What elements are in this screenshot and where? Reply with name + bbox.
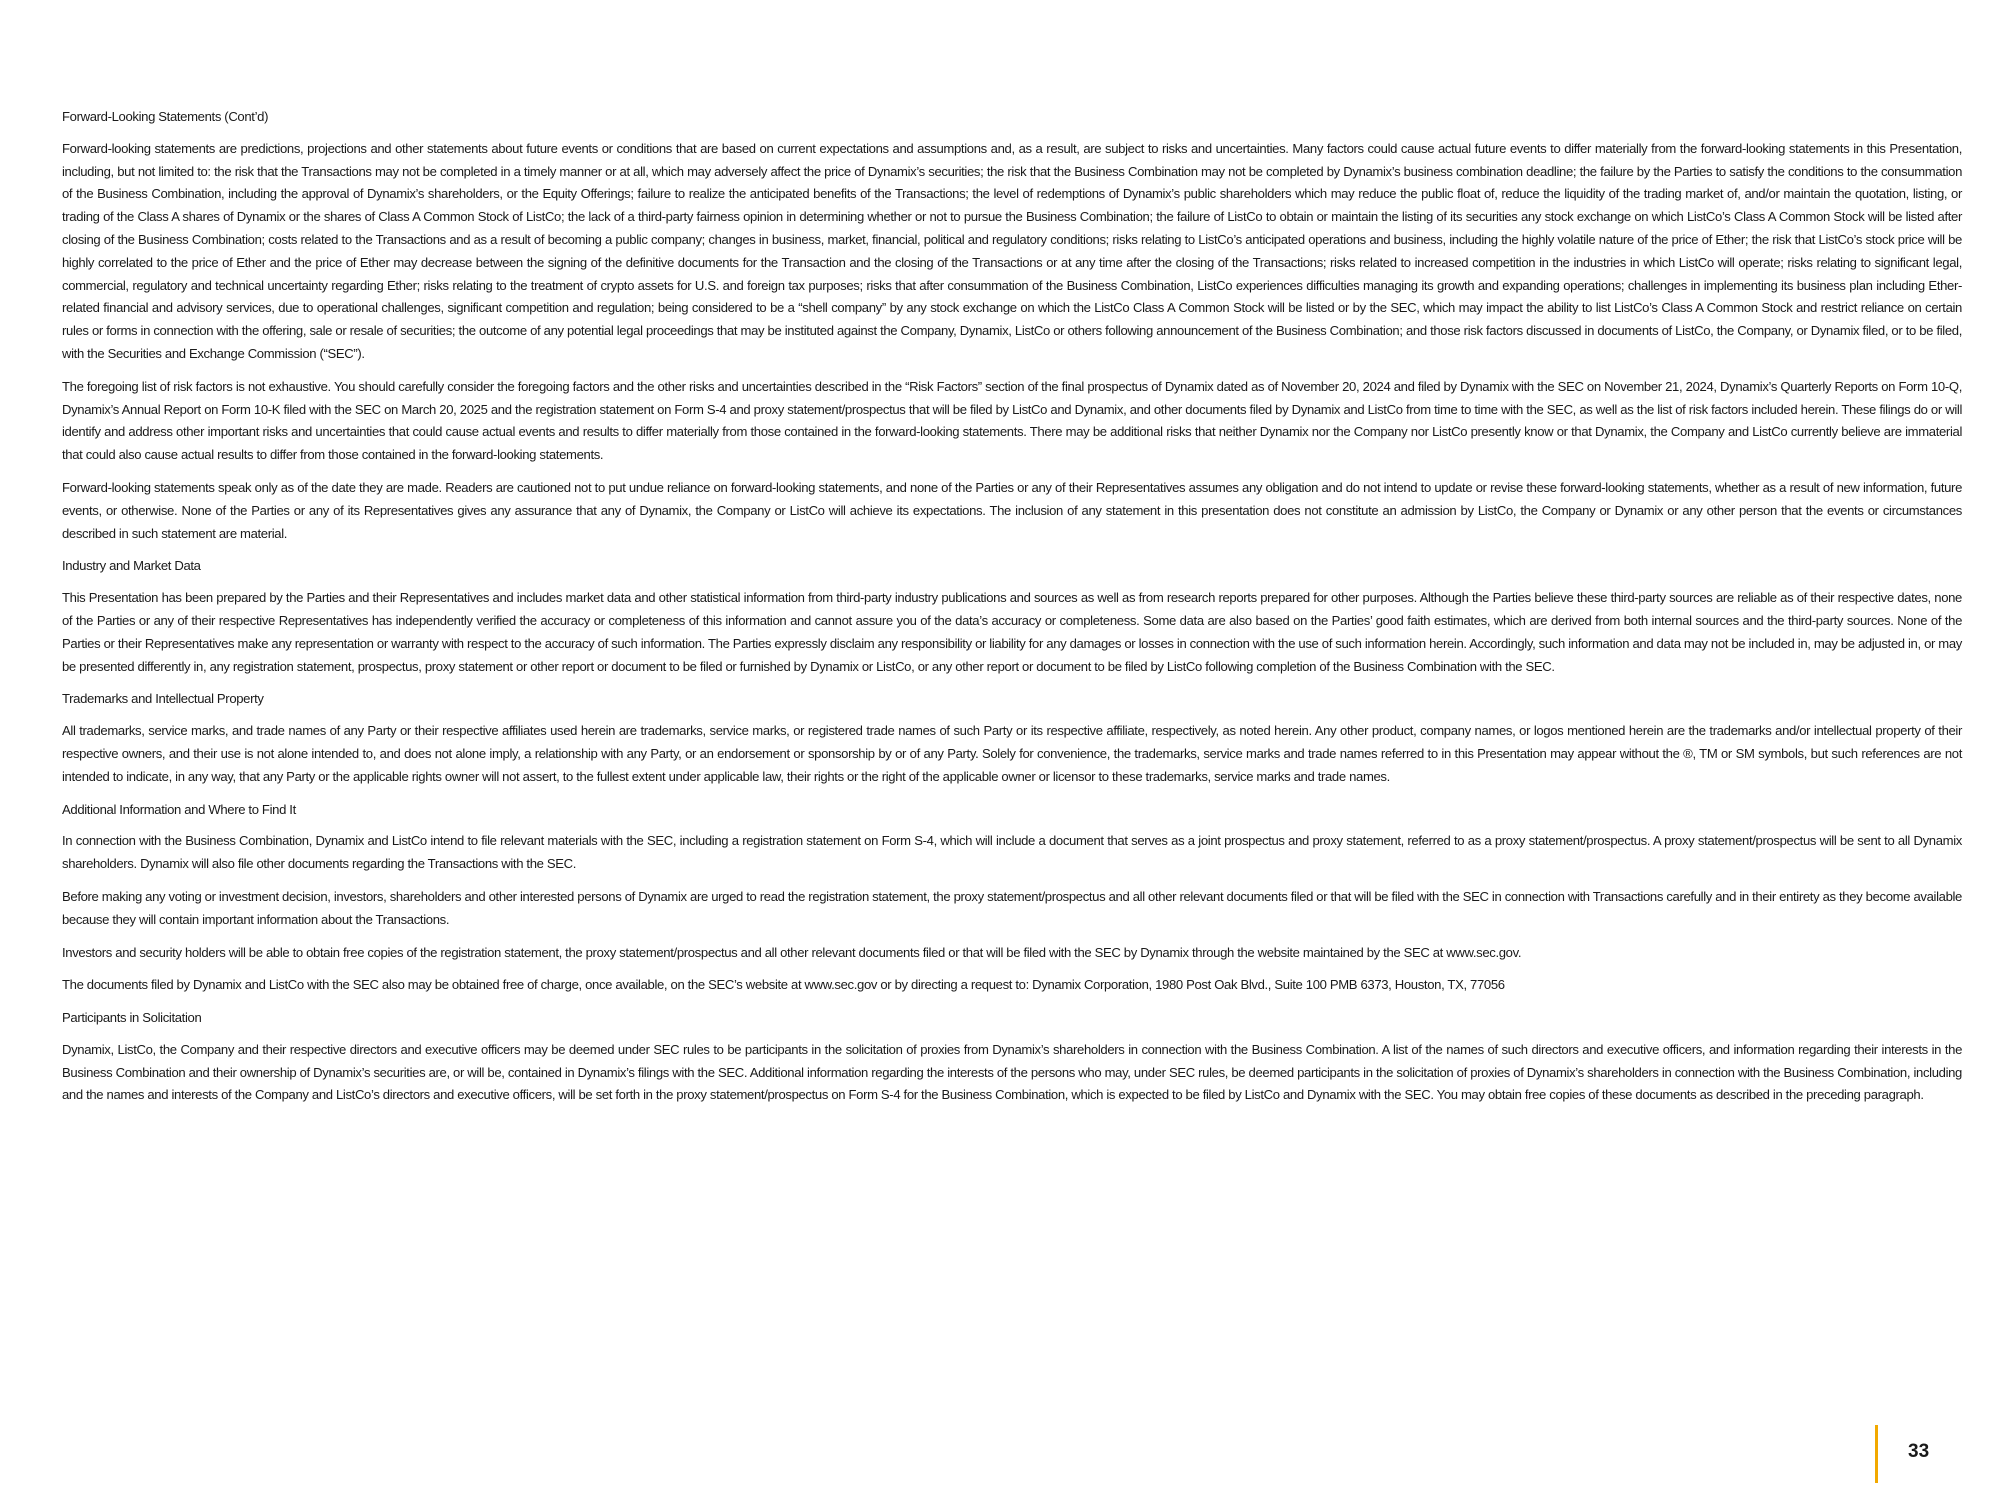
paragraph-additional-information-4: The documents filed by Dynamix and ListCo with the SEC also may be obtained free of charge, once available, on the SEC’s website at www.sec.gov or by directing a request to: Dynamix Corporation, 1980 Post Oak Blvd., Suite 100 PMB 6373, Houston, TX, 77056 (62, 977, 1505, 993)
paragraph-forward-looking-1: Forward-looking statements are predictions, projections and other statements about future events or conditions that are based on current expectations and assumptions and, as a result, are subject to risks and uncertainties. Many factors could cause actual future events to differ materially from the forward-looking statements in this Presentation, including, but not limited to: the risk that the Transactions may not be completed in a timely manner or at all, which may adversely affect the price of Dynamix’s securities; the risk that the Business Combination may not be completed by Dynamix’s business combination deadline; the failure by the Parties to satisfy the conditions to the consummation of the Business Combination, including the approval of Dynamix’s shareholders, or the Equity Offerings; failure to realize the anticipated benefits of the Transactions; the level of redemptions of Dynamix’s public shareholders which may reduce the public float of, reduce the liquidity of the trading market of, and/or maintain the quotation, listing, or trading of the Class A shares of Dynamix or the shares of Class A Common Stock of ListCo; the lack of a third-party fairness opinion in determining whether or not to pursue the Business Combination; the failure of ListCo to obtain or maintain the listing of its securities any stock exchange on which ListCo’s Class A Common Stock will be listed after closing of the Business Combination; costs related to the Transactions and as a result of becoming a public company; changes in business, market, financial, political and regulatory conditions; risks relating to ListCo’s anticipated operations and business, including the highly volatile nature of the price of Ether; the risk that ListCo’s stock price will be highly correlated to the price of Ether and the price of Ether may decrease between the signing of the definitive documents for the Transaction and the closing of the Transactions or at any time after the closing of the Transactions; risks related to increased competition in the industries in which ListCo will operate; risks relating to significant legal, commercial, regulatory and technical uncertainty regarding Ether; risks relating to the treatment of crypto assets for U.S. and foreign tax purposes; risks that after consummation of the Business Combination, ListCo experiences difficulties managing its growth and expanding operations; challenges in implementing its business plan including Ether-related financial and advisory services, due to operational challenges, significant competition and regulation; being considered to be a “shell company” by any stock exchange on which the ListCo Class A Common Stock will be listed or by the SEC, which may impact the ability to list ListCo’s Class A Common Stock and restrict reliance on certain rules or forms in connection with the offering, sale or resale of securities; the outcome of any potential legal proceedings that may be instituted against the Company, Dynamix, ListCo or others following announcement of the Business Combination; and those risk factors discussed in documents of ListCo, the Company, or Dynamix filed, or to be filed, with the Securities and Exchange Commission (“SEC”). (62, 140, 1962, 361)
section-heading-additional-information: Additional Information and Where to Find It (62, 801, 296, 817)
section-heading-forward-looking: Forward-Looking Statements (Cont’d) (62, 109, 269, 124)
paragraph-trademarks: All trademarks, service marks, and trade names of any Party or their respective affiliates used herein are trademarks, service marks, or registered trade names of such Party or its respective affiliate, respectively, as noted herein. Any other product, company names, or logos mentioned herein are the trademarks and/or intellectual property of their respective owners, and their use is not alone intended to, and does not alone imply, a relationship with any Party, or an endorsement or sponsorship by or of any Party. Solely for convenience, the trademarks, service marks and trade names referred to in this Presentation may appear without the ®, TM or SM symbols, but such references are not intended to indicate, in any way, that any Party or the applicable rights owner will not assert, to the fullest extent under applicable law, their rights or the right of the applicable owner or licensor to these trademarks, service marks and trade names. (62, 723, 1962, 784)
section-heading-trademarks: Trademarks and Intellectual Property (62, 691, 264, 707)
paragraph-additional-information-2: Before making any voting or investment decision, investors, shareholders and other interested persons of Dynamix are urged to read the registration statement, the proxy statement/prospectus and all other relevant documents filed or that will be filed with the SEC in connection with Transactions carefully and in their entirety as they become available because they will contain important information about the Transactions. (62, 888, 1962, 927)
paragraph-additional-information-1: In connection with the Business Combination, Dynamix and ListCo intend to file relevant materials with the SEC, including a registration statement on Form S-4, which will include a document that serves as a joint prospectus and proxy statement, referred to as a proxy statement/prospectus. A proxy statement/prospectus will be sent to all Dynamix shareholders. Dynamix will also file other documents regarding the Transactions with the SEC. (62, 833, 1962, 872)
paragraph-participants: Dynamix, ListCo, the Company and their respective directors and executive officers may be deemed under SEC rules to be participants in the solicitation of proxies from Dynamix’s shareholders in connection with the Business Combination. A list of the names of such directors and executive officers, and information regarding their interests in the Business Combination and their ownership of Dynamix’s securities are, or will be, contained in Dynamix’s filings with the SEC. Additional information regarding the interests of the persons who may, under SEC rules, be deemed participants in the solicitation of proxies of Dynamix’s shareholders in connection with the Business Combination, including and the names and interests of the Company and ListCo’s directors and executive officers, will be set forth in the proxy statement/prospectus on Form S-4 for the Business Combination, which is expected to be filed by ListCo and Dynamix with the SEC. You may obtain free copies of these documents as described in the preceding paragraph. (62, 1041, 1962, 1103)
section-heading-industry-market-data: Industry and Market Data (62, 558, 201, 574)
footer-accent-bar (1875, 1425, 1878, 1483)
paragraph-industry-market-data: This Presentation has been prepared by the Parties and their Representatives and includes market data and other statistical information from third-party industry publications and sources as well as from research reports prepared for other purposes. Although the Parties believe these third-party sources are reliable as of their respective dates, none of the Parties or any of their respective Representatives has independently verified the accuracy or completeness of this information and cannot assure you of the data’s accuracy or completeness. Some data are also based on the Parties’ good faith estimates, which are derived from both internal sources and the third-party sources. None of the Parties or their Representatives make any representation or warranty with respect to the accuracy of such information. The Parties expressly disclaim any responsibility or liability for any damages or losses in connection with the use of such information herein. Accordingly, such information and data may not be included in, may be adjusted in, or may be presented differently in, any registration statement, prospectus, proxy statement or other report or document to be filed or furnished by Dynamix or ListCo, or any other report or document to be filed by ListCo following completion of the Business Combination with the SEC. (62, 590, 1962, 674)
paragraph-forward-looking-2: The foregoing list of risk factors is not exhaustive. You should carefully consider the foregoing factors and the other risks and uncertainties described in the “Risk Factors” section of the final prospectus of Dynamix dated as of November 20, 2024 and filed by Dynamix with the SEC on November 21, 2024, Dynamix’s Quarterly Reports on Form 10-Q, Dynamix’s Annual Report on Form 10-K filed with the SEC on March 20, 2025 and the registration statement on Form S-4 and proxy statement/prospectus that will be filed by ListCo and Dynamix, and other documents filed by Dynamix and ListCo from time to time with the SEC, as well as the list of risk factors included herein. These filings do or will identify and address other important risks and uncertainties that could cause actual events and results to differ materially from those contained in the forward-looking statements. There may be additional risks that neither Dynamix nor the Company nor ListCo presently know or that Dynamix, the Company and ListCo currently believe are immaterial that could also cause actual results to differ from those contained in the forward-looking statements. (62, 378, 1962, 463)
paragraph-forward-looking-3: Forward-looking statements speak only as of the date they are made. Readers are cautioned not to put undue reliance on forward-looking statements, and none of the Parties or any of their Representatives assumes any obligation and do not intend to update or revise these forward-looking statements, whether as a result of new information, future events, or otherwise. None of the Parties or any of its Representatives gives any assurance that any of Dynamix, the Company or ListCo will achieve its expectations. The inclusion of any statement in this presentation does not constitute an admission by ListCo, the Company or Dynamix or any other person that the events or circumstances described in such statement are material. (62, 479, 1962, 541)
section-heading-participants: Participants in Solicitation (62, 1010, 202, 1026)
disclaimer-body (62, 106, 1962, 1117)
page-number: 33 (1908, 1441, 1930, 1462)
paragraph-additional-information-3: Investors and security holders will be able to obtain free copies of the registration statement, the proxy statement/prospectus and all other relevant documents filed or that will be filed with the SEC by Dynamix through the website maintained by the SEC at www.sec.gov. (62, 944, 1522, 960)
